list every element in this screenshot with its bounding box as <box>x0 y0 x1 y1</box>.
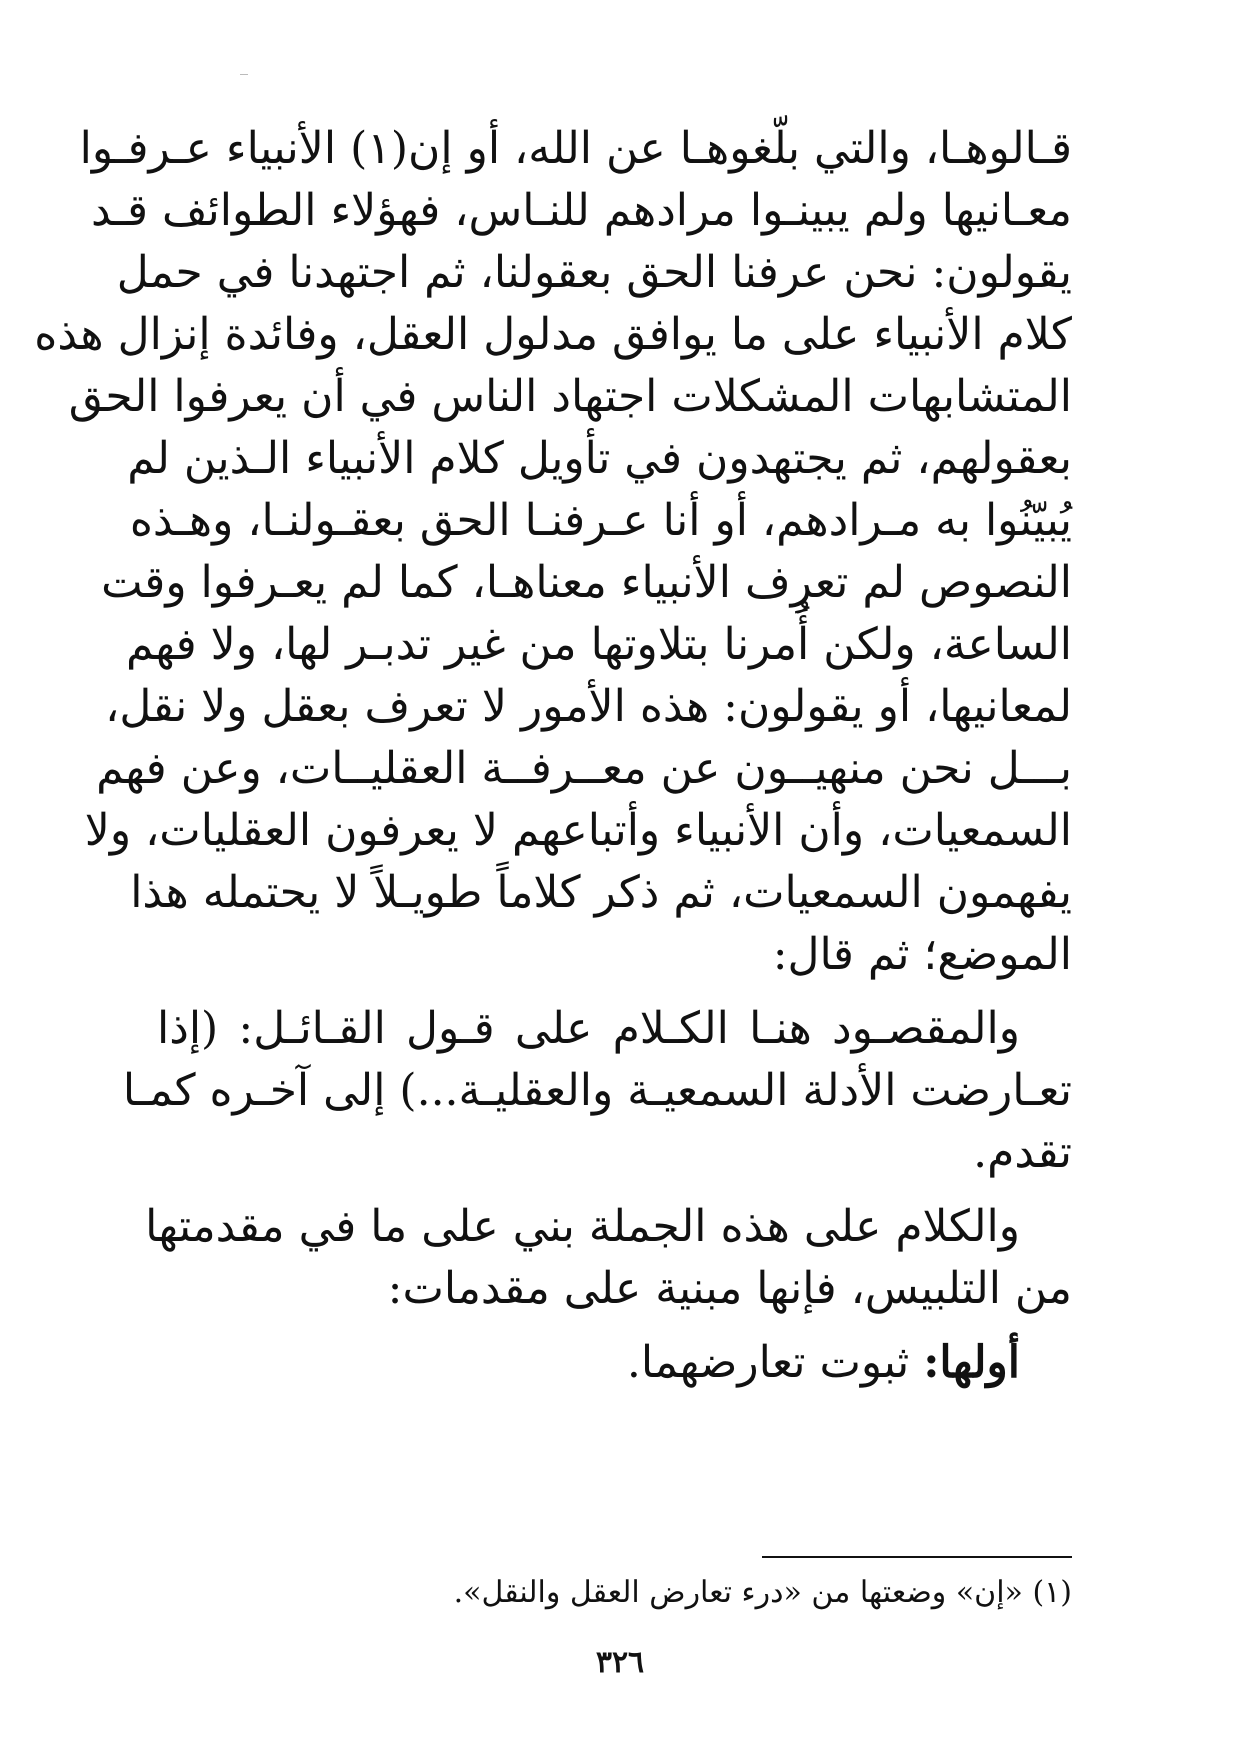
paragraph-3 <box>145 1196 1072 1320</box>
paragraph-1 <box>34 118 1072 986</box>
text-line: من التلبيس، فإنها مبنية على مقدمات: <box>387 1263 1072 1314</box>
text-line: السمعيات، وأن الأنبياء وأتباعهم لا يعرفون العقليات، ولا <box>84 805 1072 856</box>
footnote-divider <box>762 1556 1072 1558</box>
text-line: يُبيّنُوا به مـرادهم، أو أنا عـرفنـا الحق بعقـولنـا، وهـذه <box>129 495 1072 546</box>
text-line: قـالوهـا، والتي بلّغوهـا عن الله، أو إن(١) الأنبياء عـرفـوا <box>79 123 1072 174</box>
text-line <box>157 1332 1072 1394</box>
paragraph-2 <box>122 998 1072 1184</box>
text-line: المتشابهات المشكلات اجتهاد الناس في أن يعرفوا الحق <box>68 371 1072 422</box>
text-line: تقدم. <box>973 1127 1072 1178</box>
text-line: النصوص لم تعرِف الأنبياء معناهـا، كما لم يعـرفوا وقت <box>101 557 1072 608</box>
text-line: كلام الأنبياء على ما يوافق مدلول العقل، وفائدة إنزال هذه <box>34 309 1072 360</box>
list-lead: أولها: <box>923 1337 1020 1388</box>
text-line: والمقصـود هنـا الكـلام على قـول القـائـل: (إذا <box>157 1003 1020 1054</box>
text-line: معـانيها ولم يبينـوا مرادهم للنـاس، فهؤلاء الطوائف قـد <box>91 185 1072 236</box>
text-line: لمعانيها، أو يقولون: هذه الأمور لا تعرف بعقل ولا نقل، <box>105 681 1072 732</box>
text-line: بـــل نحن منهيــون عن معــرفــة العقليــات، وعن فهم <box>96 743 1072 794</box>
paragraph-4 <box>157 1332 1072 1394</box>
text-line: بعقولهم، ثم يجتهدون في تأويل كلام الأنبياء الـذين لم <box>127 433 1072 484</box>
main-text <box>34 118 1072 1394</box>
page-number: ٣٢٦ <box>595 1645 645 1680</box>
text-line: والكلام على هذه الجملة بني على ما في مقدمتها <box>145 1201 1020 1252</box>
text-line: الساعة، ولكن أُمرنا بتلاوتها من غير تدبـر لها، ولا فهم <box>126 619 1072 670</box>
footnote: (١) «إن» وضعتها من «درء تعارض العقل والنقل». <box>453 1575 1072 1610</box>
text-line: يقولون: نحن عرفنا الحق بعقولنا، ثم اجتهدنا في حمل <box>116 247 1072 298</box>
scan-mark <box>240 74 248 75</box>
text-line: الموضع؛ ثم قال: <box>772 929 1072 980</box>
text-line: يفهمون السمعيات، ثم ذكر كلاماً طويـلاً لا يحتمله هذا <box>130 867 1072 918</box>
text-line: تعـارضت الأدلة السمعيـة والعقليـة...) إلى آخـره كمـا <box>122 1065 1072 1116</box>
list-text: ثبوت تعارضهما. <box>626 1337 910 1388</box>
